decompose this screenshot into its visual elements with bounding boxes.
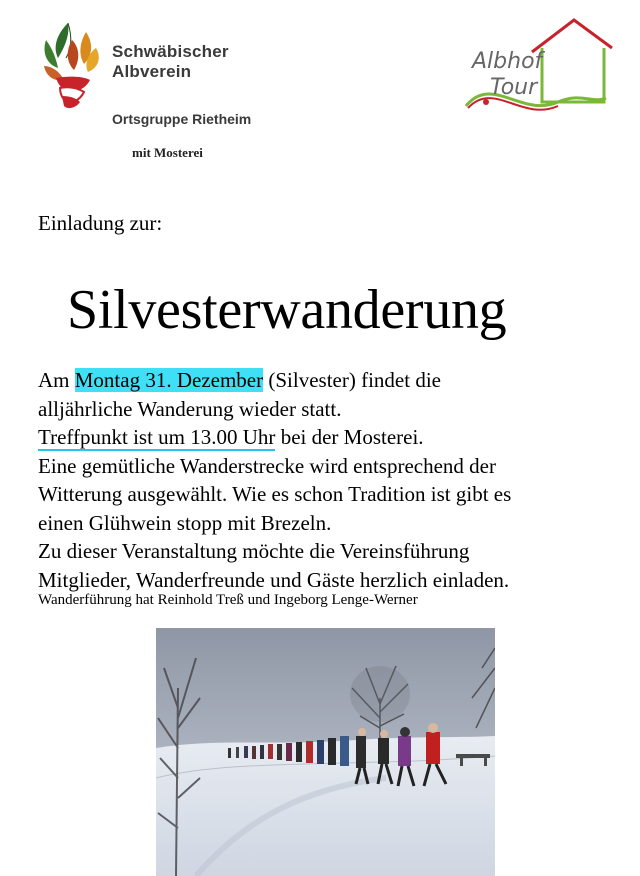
body-line-8: Mitglieder, Wanderfreunde und Gäste herzlich einladen. bbox=[38, 567, 510, 592]
org-group: Ortsgruppe Rietheim bbox=[112, 111, 252, 127]
tour-logo-line1: Albhof bbox=[472, 49, 543, 74]
snow-hike-photo bbox=[156, 628, 495, 876]
body-line-3 bbox=[38, 423, 618, 452]
hike-leaders: Wanderführung hat Reinhold Treß und Ingeborg Lenge-Werner bbox=[38, 592, 418, 608]
body-line-4: Eine gemütliche Wanderstrecke wird entsprechend der bbox=[38, 453, 496, 478]
tour-logo-line2: Tour bbox=[490, 75, 538, 100]
body-line-3-suffix: bei der Mosterei. bbox=[275, 425, 424, 449]
body-line-1 bbox=[38, 366, 618, 395]
page-title: Silvesterwanderung bbox=[67, 279, 507, 341]
body-line-5: Witterung ausgewählt. Wie es schon Tradition ist gibt es bbox=[38, 482, 512, 506]
date-highlight: Montag 31. Dezember bbox=[74, 368, 264, 392]
meeting-time-underlined: Treffpunkt ist um 13.00 Uhr bbox=[38, 425, 276, 449]
org-name-line2: Albverein bbox=[112, 62, 192, 81]
org-subtitle: mit Mosterei bbox=[132, 145, 203, 160]
house-outline-icon bbox=[462, 14, 618, 122]
org-name bbox=[112, 42, 229, 82]
body-line-7: Zu dieser Veranstaltung möchte die Vereinsführung bbox=[38, 539, 470, 563]
albhof-tour-logo bbox=[462, 14, 618, 122]
org-name-line1: Schwäbischer bbox=[112, 42, 229, 61]
leaf-emblem-icon bbox=[38, 18, 112, 110]
body-line-1-suffix: (Silvester) findet die bbox=[263, 368, 441, 392]
body-line-1-prefix: Am bbox=[38, 368, 75, 392]
invitation-body bbox=[38, 366, 618, 594]
body-line-6: einen Glühwein stopp mit Brezeln. bbox=[38, 510, 332, 535]
body-line-2: alljährliche Wanderung wieder statt. bbox=[38, 396, 342, 421]
intro-text: Einladung zur: bbox=[38, 211, 163, 235]
